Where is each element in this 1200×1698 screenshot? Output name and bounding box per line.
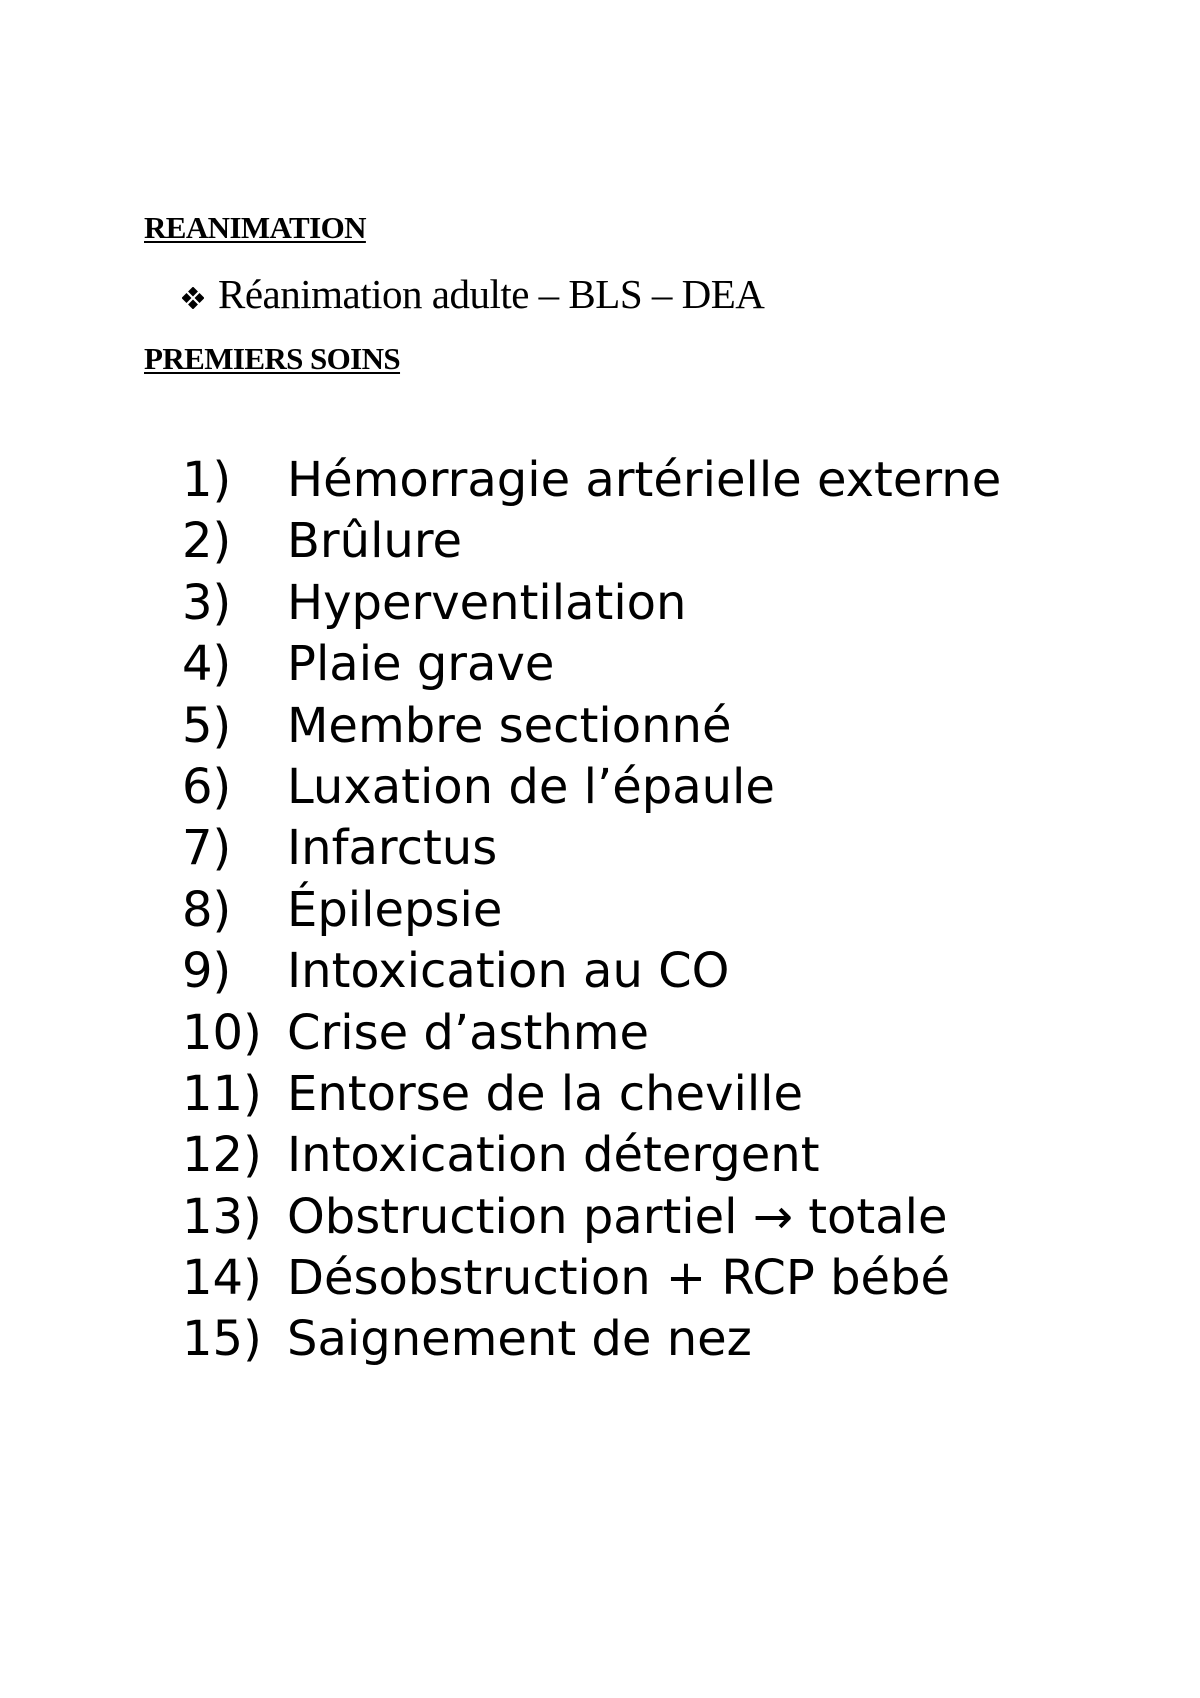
list-item (182, 513, 1001, 578)
item-label: Infarctus (287, 820, 498, 877)
item-number: 12) (182, 1127, 262, 1184)
list-item (182, 574, 1001, 640)
item-label: Obstruction partiel → totale (287, 1188, 948, 1245)
item-label: Entorse de la cheville (287, 1065, 804, 1122)
heading-premiers-soins: PREMIERS SOINS (144, 341, 401, 376)
item-number: 3) (182, 574, 232, 631)
premiers-soins-list (182, 452, 1002, 1377)
item-number: 15) (182, 1311, 262, 1368)
reanimation-bullet-item (182, 271, 765, 317)
item-label: Saignement de nez (287, 1311, 752, 1368)
list-item (182, 1065, 1001, 1131)
item-number: 2) (182, 513, 232, 570)
item-number: 13) (182, 1188, 262, 1245)
item-label: Désobstruction + RCP bébé (287, 1250, 951, 1307)
list-item (182, 452, 1002, 517)
list-item (182, 820, 1001, 885)
diamond-bullet-icon (182, 287, 204, 309)
item-label: Intoxication au CO (287, 943, 730, 1000)
item-label: Crise d’asthme (287, 1004, 650, 1061)
list-item (182, 636, 1001, 701)
list-item (182, 943, 1001, 1008)
item-number: 5) (182, 697, 232, 754)
item-label: Intoxication détergent (287, 1127, 820, 1184)
item-number: 10) (182, 1004, 262, 1061)
bullet-text: Réanimation adulte – BLS – DEA (218, 271, 765, 317)
list-item (182, 758, 1001, 824)
item-number: 7) (182, 820, 232, 877)
list-item (182, 1188, 1001, 1254)
list-item (182, 1004, 1001, 1070)
item-label: Hémorragie artérielle externe (287, 452, 1002, 508)
item-number: 6) (182, 758, 232, 815)
item-number: 4) (182, 636, 232, 693)
item-number: 11) (182, 1065, 262, 1122)
item-label: Hyperventilation (287, 574, 687, 631)
item-label: Luxation de l’épaule (287, 758, 775, 815)
item-number: 1) (182, 452, 232, 508)
item-label: Épilepsie (287, 881, 503, 938)
list-item (182, 697, 1001, 763)
heading-reanimation: REANIMATION (144, 210, 366, 245)
item-label: Membre sectionné (287, 697, 732, 754)
item-label: Plaie grave (287, 636, 555, 693)
list-item (182, 1250, 1001, 1315)
list-item (182, 1127, 1001, 1192)
list-item (182, 881, 1001, 947)
item-number: 8) (182, 881, 232, 938)
item-number: 14) (182, 1250, 262, 1307)
item-number: 9) (182, 943, 232, 1000)
list-item (182, 1311, 1001, 1376)
item-label: Brûlure (287, 513, 463, 570)
